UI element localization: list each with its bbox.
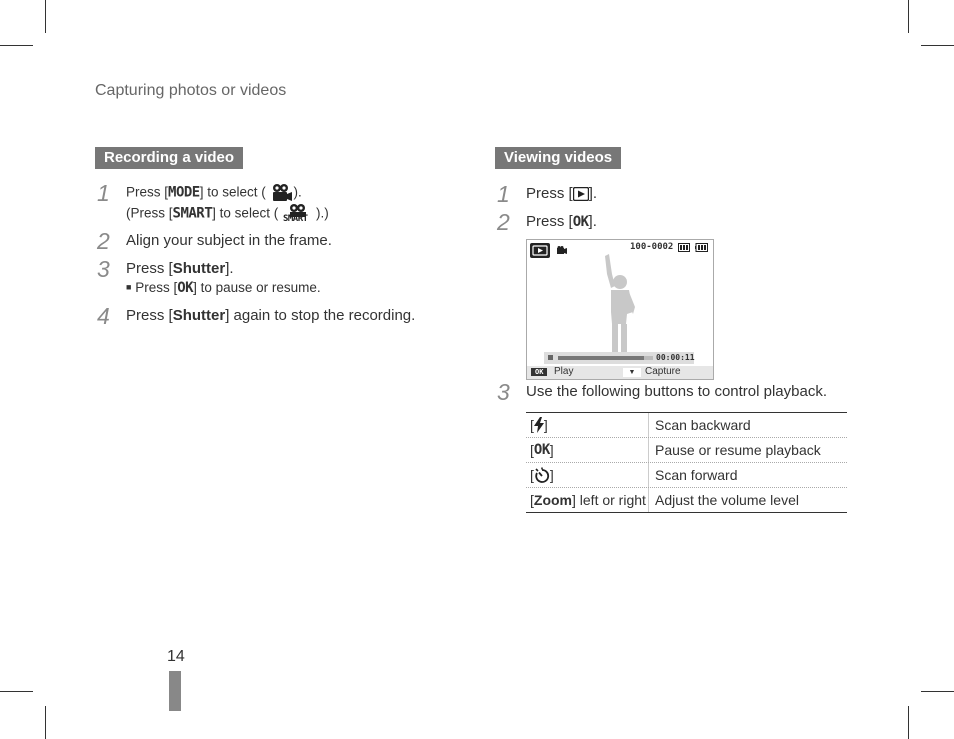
step-text: Press [OK]. [526,213,597,230]
table-cell-desc: Pause or resume playback [655,442,821,458]
step-text: Press [ ]. [526,185,598,202]
crop-mark [921,45,954,46]
step-number: 2 [97,228,110,254]
page-tab-marker [169,671,181,711]
table-row [526,463,847,488]
table-cell-key: [ Zoom ] left or right [526,488,649,512]
playback-icon [573,187,589,201]
step-text: Use the following buttons to control playback. [526,383,828,400]
playback-controls-table [526,412,847,513]
crop-mark [908,0,909,33]
table-cell-desc: Scan forward [655,467,738,483]
step-number: 1 [97,180,110,206]
screen-bottom-bar [527,366,713,379]
crop-mark [908,706,909,739]
section-title-recording: Recording a video [95,147,243,169]
step-text: (Press [SMART] to select ( SMART ).) [126,203,329,225]
crop-mark [0,45,33,46]
playback-mode-icon [530,243,550,258]
stop-marker [548,355,553,360]
step-number: 2 [497,209,510,235]
down-arrow-icon: ▼ [623,368,641,377]
crop-mark [45,0,46,33]
crop-mark [45,706,46,739]
person-silhouette [597,252,647,362]
step-number: 1 [497,181,510,207]
section-title-viewing: Viewing videos [495,147,621,169]
play-label: Play [554,366,574,377]
step-text: Align your subject in the frame. [126,232,332,249]
battery-icon [695,243,708,252]
playback-time: 00:00:11 [656,353,695,362]
table-cell-desc: Scan backward [655,417,751,433]
flash-icon [534,417,544,433]
progress-fill [558,356,644,360]
step-bullet: ■ Press [OK] to pause or resume. [126,280,321,296]
page-number: 14 [167,648,185,665]
table-cell-key: [ OK ] [526,438,649,462]
table-row [526,438,847,463]
table-cell-desc: Adjust the volume level [655,492,799,508]
video-camera-icon [270,183,294,203]
crop-mark [921,691,954,692]
step-text: Press [Shutter] again to stop the recording. [126,307,416,324]
capture-label: Capture [645,366,681,377]
camera-screen [526,239,714,380]
step-text: Press [MODE] to select ( ). [126,183,302,203]
smart-movie-icon: SMART [282,203,316,225]
progress-track [558,356,653,360]
table-cell-key: [ ] [526,413,649,437]
file-number: 100-0002 [630,242,674,252]
table-row [526,488,847,512]
playback-bar [544,352,694,364]
step-number: 4 [97,303,110,329]
page-header: Capturing photos or videos [95,82,287,99]
step-number: 3 [497,379,510,405]
timer-icon [534,467,550,483]
step-number: 3 [97,256,110,282]
step-text: Press [Shutter]. [126,260,234,277]
table-row [526,413,847,438]
ok-key-badge: OK [531,368,547,376]
movie-file-icon [557,246,567,254]
crop-mark [0,691,33,692]
memory-icon [678,243,690,252]
table-cell-key: [ ] [526,463,649,487]
